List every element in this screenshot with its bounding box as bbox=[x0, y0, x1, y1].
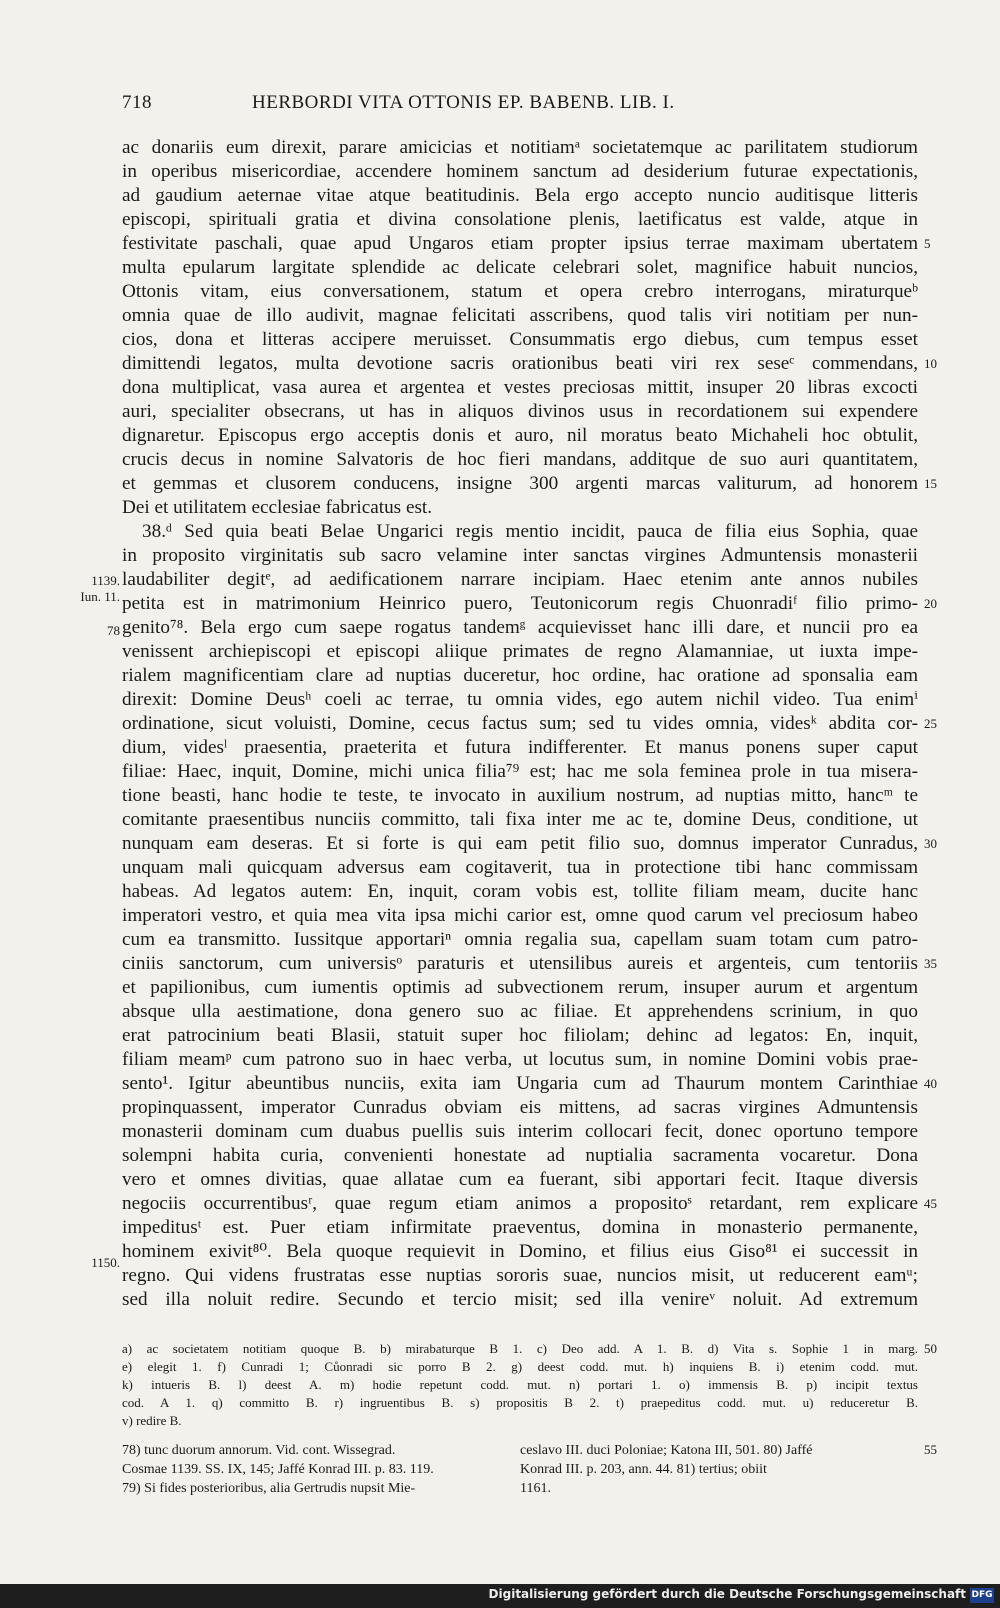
body-line: in proposito virginitatis sub sacro velamine inter sanctas virgines Admuntensis monasterii bbox=[122, 545, 918, 566]
body-line: genito⁷⁸. Bela ergo cum saepe rogatus tandemᵍ acquievisset hanc illi dare, et nuncii pro ea bbox=[122, 617, 918, 638]
body-line: filiae: Haec, inquit, Domine, michi unica filia⁷⁹ est; hac me sola feminea prole in tua misera- bbox=[122, 761, 918, 782]
margin-date-1150: 1150. bbox=[91, 1255, 120, 1270]
body-line: in operibus misericordiae, accendere hominem sanctum ad desiderium futurae expectationis, bbox=[122, 161, 918, 182]
body-line: venissent archiepiscopi et episcopi aliique primates de regno Alamanniae, ut iuxta impe- bbox=[122, 641, 918, 662]
apparatus-line: k) intueris B. l) deest A. m) hodie repetunt codd. mut. n) portari 1. o) immensis B. p) incipit textus bbox=[122, 1377, 918, 1392]
running-title: HERBORDI VITA OTTONIS EP. BABENB. LIB. I. bbox=[252, 92, 675, 113]
apparatus-line-number: 50 bbox=[924, 1341, 937, 1356]
page-header bbox=[122, 92, 762, 114]
apparatus-line: a) ac societatem notitiam quoque B. b) mirabaturque B 1. c) Deo add. A 1. B. d) Vita s. Sophie 1 in marg. bbox=[122, 1341, 918, 1356]
apparatus-line: e) elegit 1. f) Cunradi 1; Cůonradi sic porro B 2. g) deest codd. mut. h) inquiens B. i) etenim codd. mut. bbox=[122, 1359, 918, 1374]
body-line: erat patrocinium beati Blasii, statuit super hoc filiolam; dehinc ad legatos: En, inquit, bbox=[122, 1025, 918, 1046]
line-number: 20 bbox=[924, 596, 937, 611]
body-line: habeas. Ad legatos autem: En, inquit, coram vobis est, tollite filiam meam, ducite hanc bbox=[122, 881, 918, 902]
body-line: rialem magnificentiam clare ad nuptias duceretur, hoc ordine, hac oratione ad sponsalia eam bbox=[122, 665, 918, 686]
body-line: solempni habita curia, convenienti honestate ad nuptialia sacramenta vocaretur. Dona bbox=[122, 1145, 918, 1166]
body-line: imperatori vestro, et quia mea vita ipsa michi carior est, omne quod carum vel preciosum habeo bbox=[122, 905, 918, 926]
line-number: 10 bbox=[924, 356, 937, 371]
body-line: dignaretur. Episcopus ergo acceptis donis et auro, nil moratus beato Michaheli hoc obtulit, bbox=[122, 425, 918, 446]
body-line: Dei et utilitatem ecclesiae fabricatus est. bbox=[122, 497, 433, 518]
body-line: hominem exivit⁸⁰. Bela quoque requievit in Domino, et filius eius Giso⁸¹ ei successit in bbox=[122, 1241, 918, 1262]
body-line: episcopi, spirituali gratia et divina consolatione plenis, laetificatus est valde, atque in bbox=[122, 209, 918, 230]
page-number: 718 bbox=[122, 92, 152, 113]
funding-credit: Digitalisierung gefördert durch die Deutsche Forschungsgemeinschaft bbox=[488, 1587, 966, 1601]
line-number: 15 bbox=[924, 476, 937, 491]
body-line: direxit: Domine Deusʰ coeli ac terrae, tu omnia vides, ego autem nichil video. Tua enimⁱ bbox=[122, 689, 918, 710]
body-line: regno. Qui videns frustratas esse nuptias sororis suae, nuncios misit, ut reducerent eamᵘ; bbox=[122, 1265, 918, 1286]
body-line: propinquassent, imperator Cunradus obviam eis mittens, ad sacras virgines Admuntensis bbox=[122, 1097, 918, 1118]
body-line: sed illa noluit redire. Secundo et tercio misit; sed illa venireᵛ noluit. Ad extremum bbox=[122, 1289, 918, 1310]
note-left-line: 78) tunc duorum annorum. Vid. cont. Wissegrad. bbox=[122, 1443, 396, 1458]
body-line: monasterii dominam cum duabus puellis suis interim collocari fecit, donec oportuno tempore bbox=[122, 1121, 918, 1142]
margin-date-iun: Iun. 11. bbox=[80, 589, 120, 604]
body-line: dona multiplicat, vasa aurea et argentea et vestes preciosas mittit, insuper 20 libras excocti bbox=[122, 377, 918, 398]
body-line: multa epularum largitate splendide ac delicate celebrari solet, magnifice habuit nuncios, bbox=[122, 257, 918, 278]
dfg-logo: DFG bbox=[970, 1588, 994, 1603]
body-line: auri, specialiter obsecrans, ut has in aliquos divinos usus in recordationem sui expendere bbox=[122, 401, 918, 422]
line-number: 35 bbox=[924, 956, 937, 971]
apparatus-line: cod. A 1. q) committo B. r) ingruentibus B. s) propositis B 2. t) praepeditus codd. mut. u) reduceretur B. bbox=[122, 1395, 918, 1410]
footer-bar bbox=[0, 1584, 1000, 1608]
body-line: et papilionibus, cum iumentis optimis ad subvectionem rerum, insuper aurum et argentum bbox=[122, 977, 918, 998]
body-line: petita est in matrimonium Heinrico puero, Teutonicorum regis Chuonradiᶠ filio primo- bbox=[122, 593, 918, 614]
notes-line-number: 55 bbox=[924, 1442, 937, 1457]
apparatus-line: v) redire B. bbox=[122, 1413, 182, 1428]
line-number: 45 bbox=[924, 1196, 937, 1211]
body-line: comitante praesentibus nunciis committo, tali fixa inter me ac te, domine Deus, conditione, ut bbox=[122, 809, 918, 830]
body-line: cios, dona et litteras accipere meruisset. Consummatis ergo diebus, cum tempus esset bbox=[122, 329, 918, 350]
body-line: filiam meamᵖ cum patrono suo in haec verba, ut locutus sum, in nomine Domini vobis prae- bbox=[122, 1049, 918, 1070]
body-line: 38.ᵈ Sed quia beati Belae Ungarici regis mentio incidit, pauca de filia eius Sophia, quae bbox=[142, 521, 918, 542]
line-number: 40 bbox=[924, 1076, 937, 1091]
body-line: ordinatione, sicut voluisti, Domine, cecus factus sum; sed tu vides omnia, videsᵏ abdita cor- bbox=[122, 713, 918, 734]
body-line: laudabiliter degitᵉ, ad aedificationem narrare incipiam. Haec etenim ante annos nubiles bbox=[122, 569, 918, 590]
body-line: absque ulla aestimatione, dona genero suo ac filiae. Et apprehendens scrinium, in quo bbox=[122, 1001, 918, 1022]
note-right-line: 1161. bbox=[520, 1481, 551, 1496]
body-line: vero et omnes divitias, quae allatae cum ea fuerant, sibi apportari fecit. Itaque diversis bbox=[122, 1169, 918, 1190]
body-line: unquam mali quicquam adversus eam cogitaverit, tua in protectione tibi hanc commissam bbox=[122, 857, 918, 878]
body-line: negociis occurrentibusʳ, quae regum etiam animos a propositoˢ retardant, rem explicare bbox=[122, 1193, 918, 1214]
margin-date-1139: 1139. bbox=[91, 573, 120, 588]
body-line: Ottonis vitam, eius conversationem, statum et opera crebro interrogans, miraturqueᵇ bbox=[122, 281, 918, 302]
body-line: ac donariis eum direxit, parare amicicias et notitiamᵃ societatemque ac parilitatem studiorum bbox=[122, 137, 918, 158]
note-right-line: Konrad III. p. 203, ann. 44. 81) tertius; obiit bbox=[520, 1462, 767, 1477]
body-line: omnia quae de illo audivit, magnae felicitati asscribens, quod talis viri notitiam per nun- bbox=[122, 305, 918, 326]
body-line: sento¹. Igitur abeuntibus nunciis, exita iam Ungaria cum ad Thaurum montem Carinthiae bbox=[122, 1073, 918, 1094]
body-line: tione beasti, hanc hodie te teste, te invocato in auxilium nostrum, ad nuptias mitto, hancᵐ te bbox=[122, 785, 918, 806]
body-line: cum ea transmitto. Iussitque apportariⁿ omnia regalia sua, capellam suam totam cum patro- bbox=[122, 929, 918, 950]
body-line: dium, videsˡ praesentia, praeterita et futura indifferenter. Et manus ponens super caput bbox=[122, 737, 918, 758]
body-line: et gemmas et clusorem conducens, insigne 300 argenti marcas valiturum, ad honorem bbox=[122, 473, 918, 494]
line-number: 5 bbox=[924, 236, 931, 251]
body-line: impeditusᵗ est. Puer etiam infirmitate praeventus, domina in monasterio permanente, bbox=[122, 1217, 918, 1238]
body-line: dimittendi legatos, multa devotione sacris orationibus beati viri rex seseᶜ commendans, bbox=[122, 353, 918, 374]
body-line: ad gaudium aeternae vitae atque beatitudinis. Bela ergo accepto nuncio auditisque litteris bbox=[122, 185, 918, 206]
body-line: ciniis sanctorum, cum universisᵒ paraturis et utensilibus aureis et argenteis, cum tentoriis bbox=[122, 953, 918, 974]
line-number: 30 bbox=[924, 836, 937, 851]
body-line: festivitate paschali, quae apud Ungaros etiam propter ipsius terrae maximam ubertatem bbox=[122, 233, 918, 254]
note-right-line: ceslavo III. duci Poloniae; Katona III, 501. 80) Jaffé bbox=[520, 1443, 813, 1458]
line-number: 25 bbox=[924, 716, 937, 731]
body-line: nunquam eam deseras. Et si forte is qui eam petit filio suo, domnus imperator Cunradus, bbox=[122, 833, 918, 854]
margin-note-78: 78 bbox=[107, 623, 120, 638]
note-left-line: 79) Si fides posterioribus, alia Gertrudis nupsit Mie- bbox=[122, 1481, 416, 1496]
note-left-line: Cosmae 1139. SS. IX, 145; Jaffé Konrad III. p. 83. 119. bbox=[122, 1462, 434, 1477]
body-line: crucis decus in nomine Salvatoris de hoc fieri mandans, additque de suo auri quantitatem, bbox=[122, 449, 918, 470]
